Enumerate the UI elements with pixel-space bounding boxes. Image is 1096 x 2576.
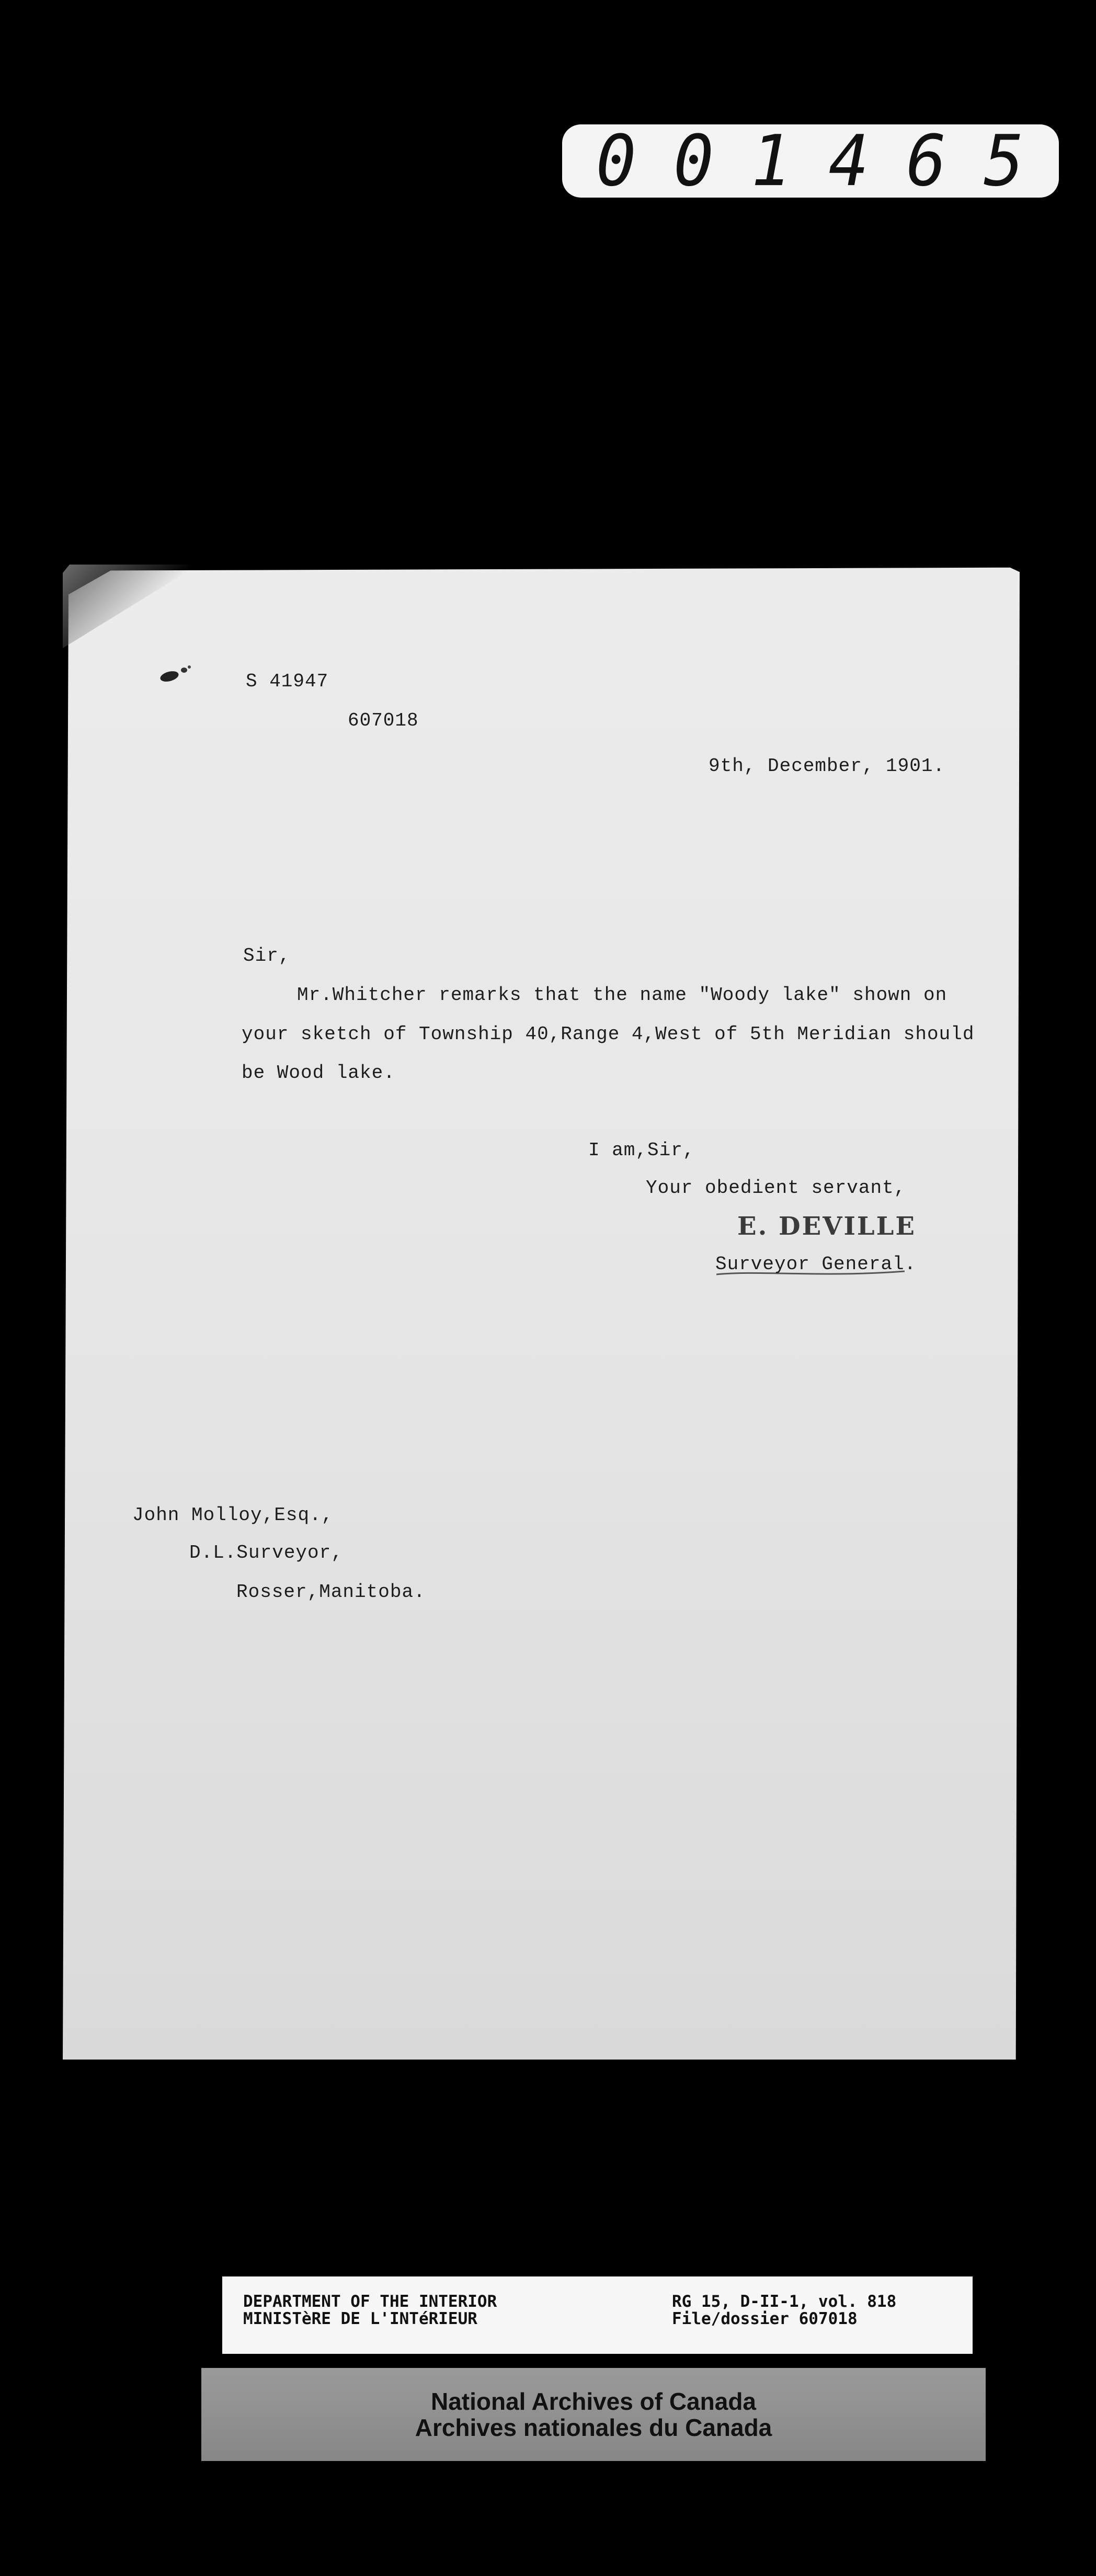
addressee-name: John Molloy,Esq., <box>132 1504 334 1526</box>
archival-label <box>222 2276 973 2354</box>
file-dossier: File/dossier 607018 <box>672 2309 858 2328</box>
archives-name-fr: Archives nationales du Canada <box>415 2414 772 2441</box>
frame-digit: 6 <box>906 120 947 202</box>
frame-digit: 0 <box>596 120 637 202</box>
salutation: Sir, <box>243 945 291 967</box>
department-fr: MINISTèRE DE L'INTéRIEUR <box>243 2309 477 2328</box>
body-line: Mr.Whitcher remarks that the name "Woody lake" shown on <box>297 984 947 1006</box>
addressee-title: D.L.Surveyor, <box>189 1542 343 1563</box>
body-line: your sketch of Township 40,Range 4,West of 5th Meridian should <box>242 1024 975 1045</box>
archives-name-en: National Archives of Canada <box>430 2388 756 2415</box>
archives-banner <box>201 2368 986 2461</box>
frame-digit: 5 <box>984 120 1025 202</box>
department-en: DEPARTMENT OF THE INTERIOR <box>243 2292 497 2311</box>
signer-title: Surveyor General. <box>715 1254 917 1275</box>
closing-line: I am,Sir, <box>588 1140 695 1161</box>
frame-digit: 0 <box>673 120 715 202</box>
frame-number <box>562 120 1059 202</box>
letter-date: 9th, December, 1901. <box>709 755 945 777</box>
reference-number: S 41947 <box>246 671 329 692</box>
letter-sheet <box>63 565 1020 2060</box>
frame-digit: 1 <box>751 120 793 202</box>
ink-smudge-icon <box>157 664 193 685</box>
record-group: RG 15, D-II-1, vol. 818 <box>672 2292 897 2311</box>
addressee-place: Rosser,Manitoba. <box>236 1581 426 1603</box>
closing-line: Your obedient servant, <box>646 1177 906 1199</box>
body-line: be Wood lake. <box>242 1062 395 1084</box>
frame-digit: 4 <box>828 120 870 202</box>
file-number: 607018 <box>348 710 419 731</box>
signature: E. DEVILLE <box>737 1212 916 1241</box>
